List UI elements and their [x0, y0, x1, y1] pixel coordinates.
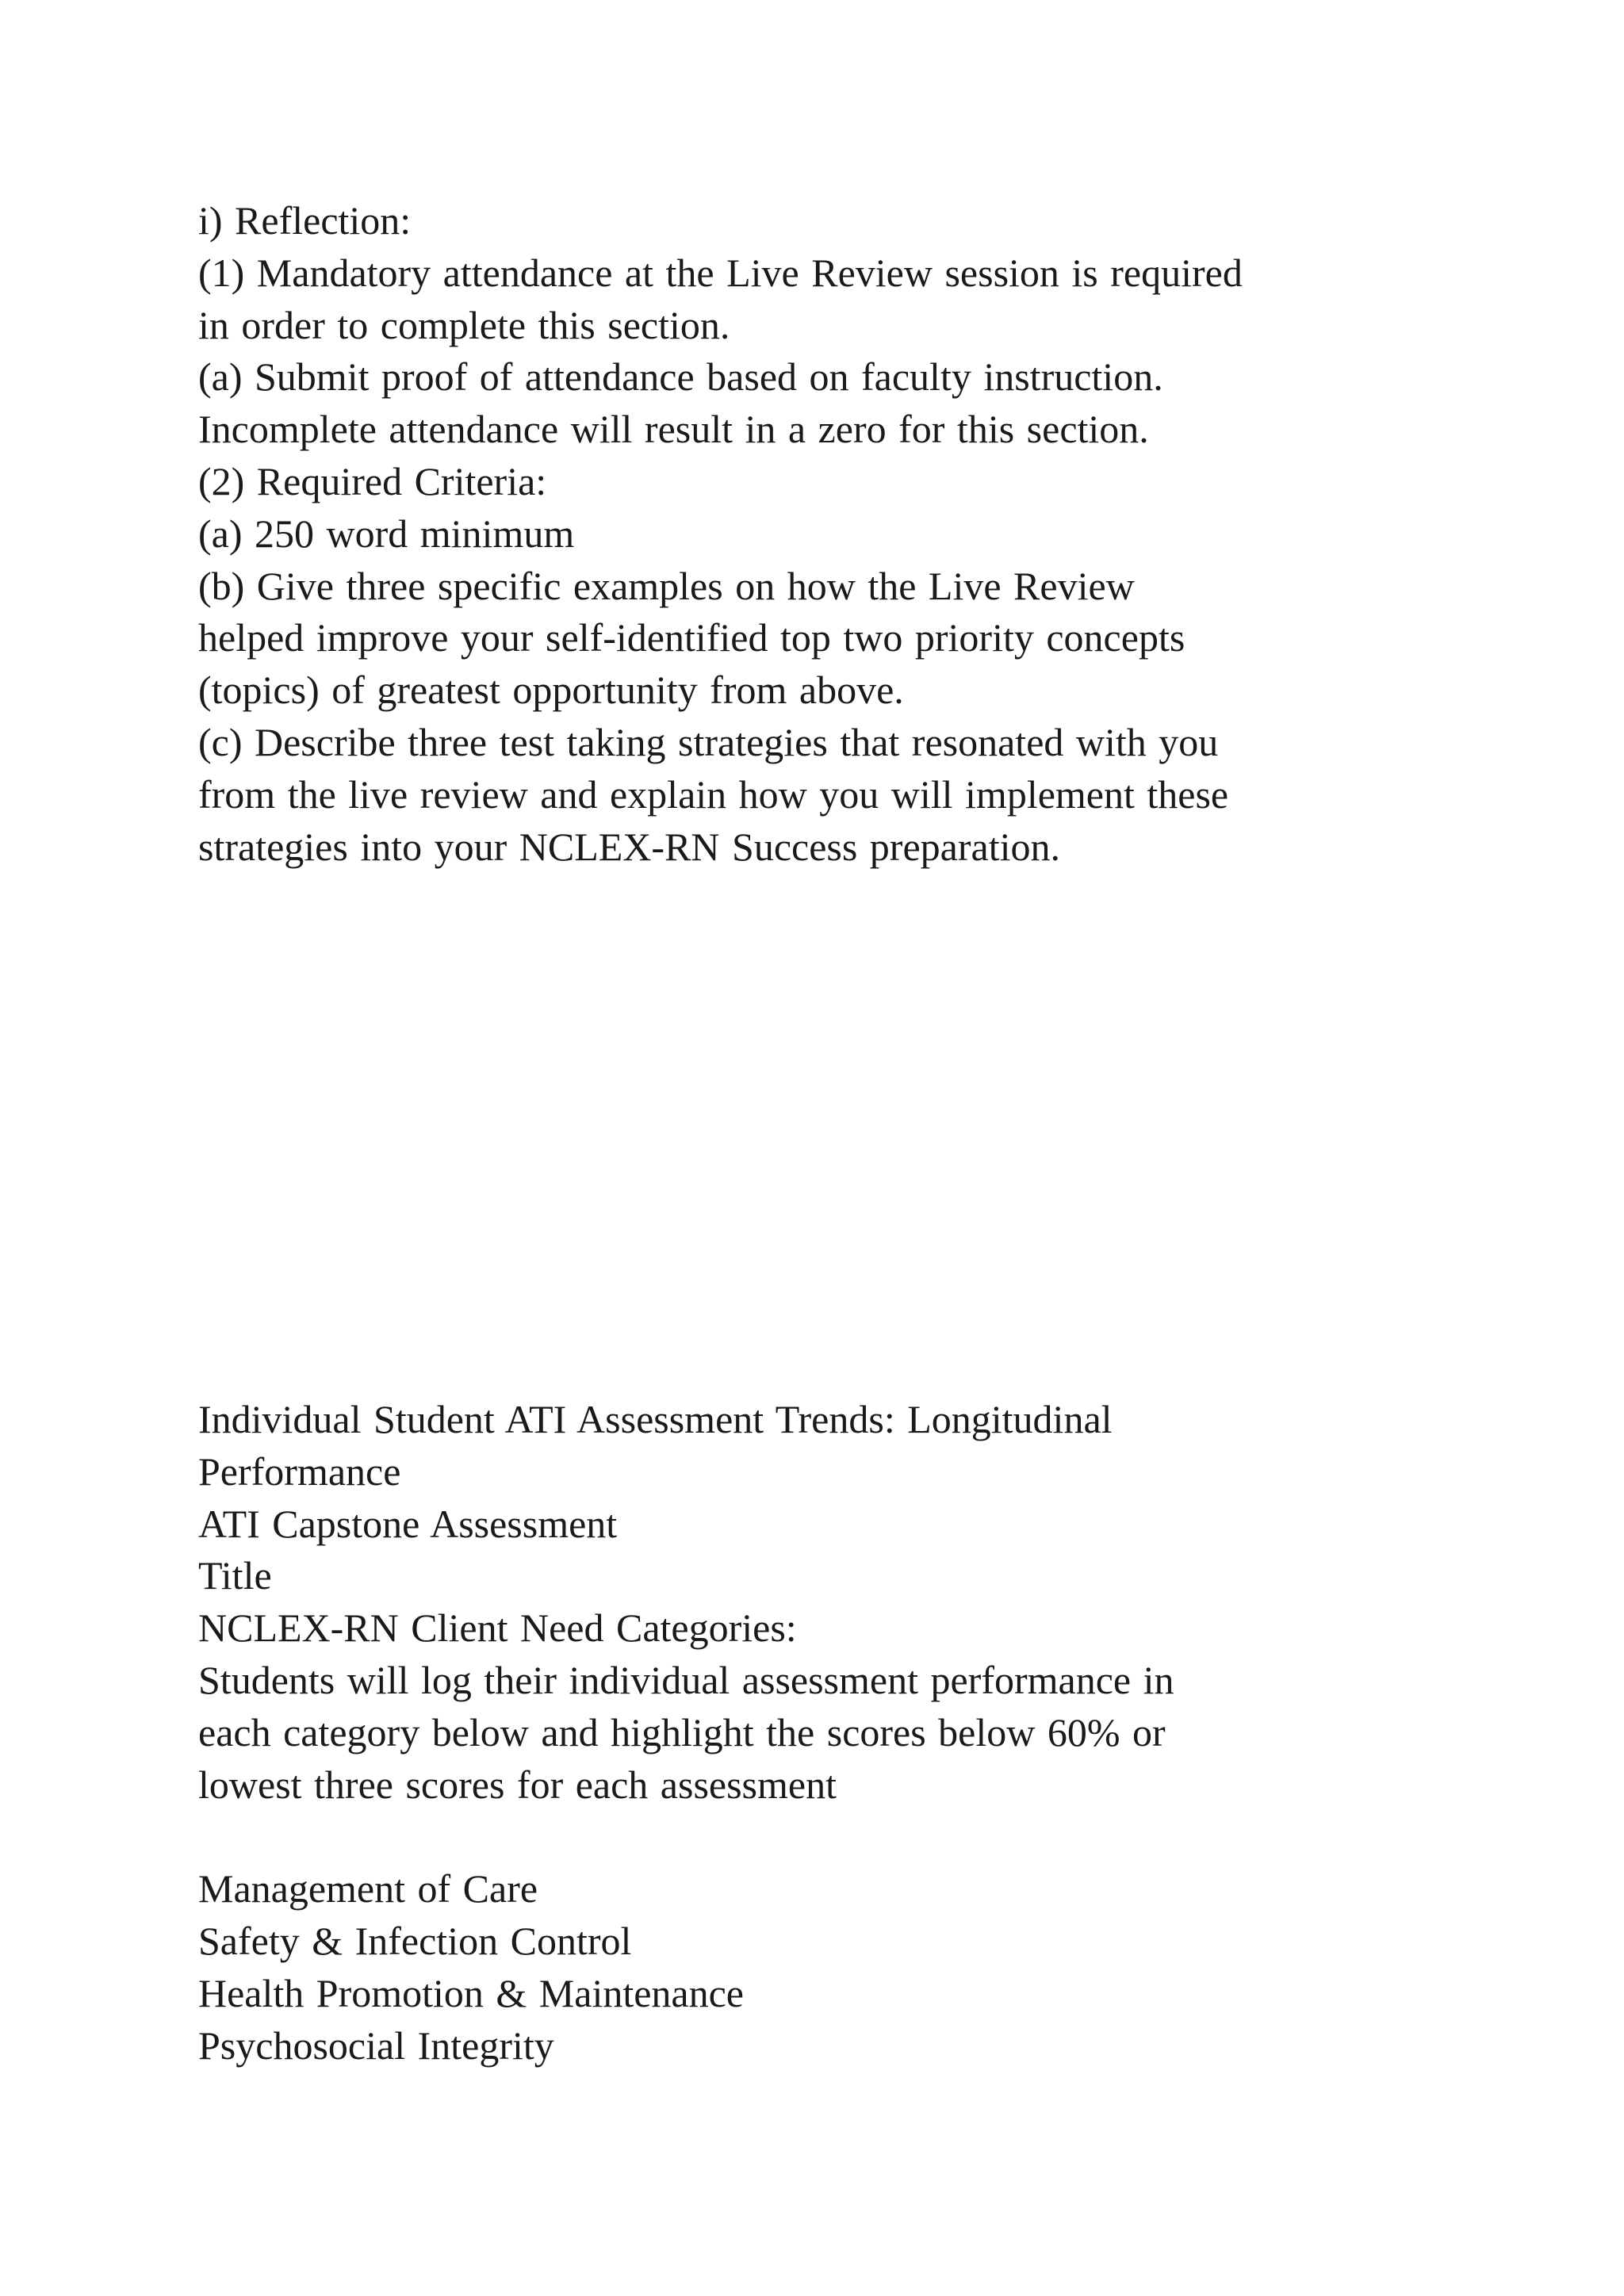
instructions-line-1: Students will log their individual assessment performance in — [198, 1657, 1174, 1702]
reflection-item-2c-cont-2: strategies into your NCLEX-RN Success preparation. — [198, 824, 1060, 869]
instructions-line-2: each category below and highlight the scores below 60% or — [198, 1709, 1166, 1755]
trends-heading: Individual Student ATI Assessment Trends: Longitudinal — [198, 1397, 1113, 1441]
category-health-promotion: Health Promotion & Maintenance — [198, 1970, 745, 2015]
reflection-heading: i) Reflection: — [198, 198, 412, 243]
reflection-item-2a: (a) 250 word minimum — [198, 511, 575, 556]
reflection-item-2b: (b) Give three specific examples on how the Live Review — [198, 563, 1135, 608]
reflection-item-2c: (c) Describe three test taking strategies that resonated with you — [198, 719, 1219, 764]
reflection-item-1: (1) Mandatory attendance at the Live Review session is required — [198, 250, 1243, 295]
category-management-of-care: Management of Care — [198, 1866, 538, 1911]
reflection-item-1a-cont: Incomplete attendance will result in a zero for this section. — [198, 407, 1149, 452]
assessment-name: ATI Capstone Assessment — [198, 1501, 618, 1546]
reflection-item-2: (2) Required Criteria: — [198, 458, 547, 503]
category-safety-infection-control: Safety & Infection Control — [198, 1918, 632, 1963]
trends-heading-cont: Performance — [198, 1448, 401, 1494]
reflection-item-2b-cont-2: (topics) of greatest opportunity from above. — [198, 668, 904, 713]
assessment-trends-section — [198, 1394, 1467, 2072]
reflection-item-1-cont: in order to complete this section. — [198, 302, 730, 347]
categories-heading: NCLEX-RN Client Need Categories: — [198, 1605, 797, 1651]
blank-line — [198, 1811, 1467, 1863]
instructions-line-3: lowest three scores for each assessment — [198, 1762, 837, 1807]
category-psychosocial-integrity: Psychosocial Integrity — [198, 2022, 554, 2068]
title-label: Title — [198, 1553, 272, 1598]
reflection-item-2b-cont-1: helped improve your self-identified top two priority concepts — [198, 615, 1185, 660]
reflection-section — [198, 195, 1467, 873]
reflection-item-2c-cont-1: from the live review and explain how you will implement these — [198, 771, 1229, 817]
reflection-item-1a: (a) Submit proof of attendance based on faculty instruction. — [198, 354, 1163, 400]
